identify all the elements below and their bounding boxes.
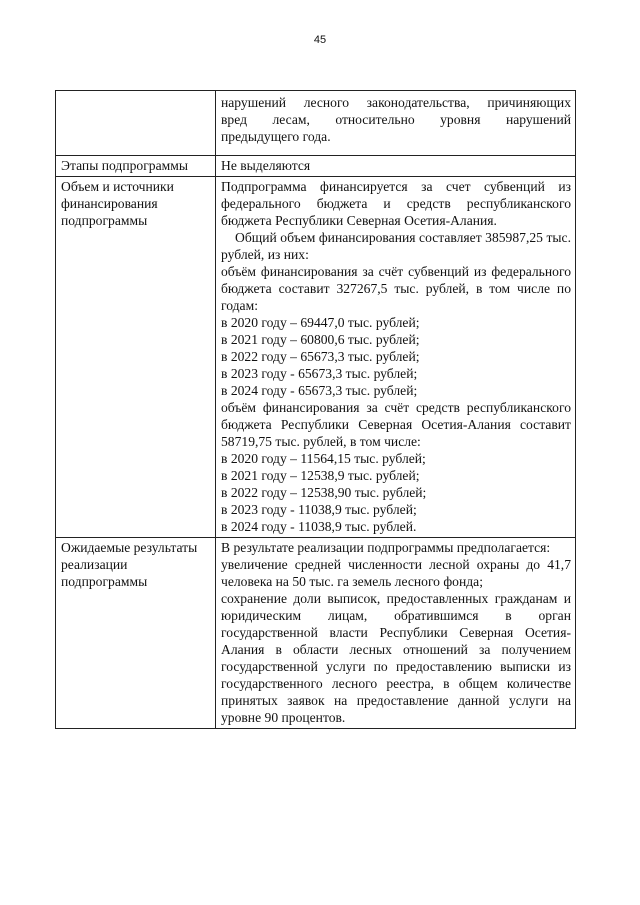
text-line: нарушений лесного законодательства, причиняющих xyxy=(221,95,571,110)
row-label-empty xyxy=(56,91,216,156)
text-line: предыдущего года. xyxy=(221,129,331,144)
row-label-financing: Объем и источники финансирования подпрограммы xyxy=(56,177,216,538)
republican-year-item: в 2024 году - 11038,9 тыс. рублей. xyxy=(221,519,417,534)
results-forest-guard-paragraph: увеличение средней численности лесной охраны до 41,7 человека на 50 тыс. га земель лесного фонда; xyxy=(221,557,571,589)
table-row-stages xyxy=(56,156,576,177)
table-row-financing xyxy=(56,177,576,538)
financing-total-paragraph: Общий объем финансирования составляет 385987,25 тыс. рублей, из них: xyxy=(221,230,571,262)
financing-sources-paragraph: Подпрограмма финансируется за счет субвенций из федерального бюджета и средств республиканского бюджета Республики Северная Осетия-Алания. xyxy=(221,179,571,228)
subprogram-passport-table xyxy=(55,90,576,729)
results-intro-paragraph: В результате реализации подпрограммы предполагается: xyxy=(221,540,551,555)
federal-year-item: в 2022 году – 65673,3 тыс. рублей; xyxy=(221,349,420,364)
republican-year-item: в 2023 году - 11038,9 тыс. рублей; xyxy=(221,502,417,517)
row-label-stages: Этапы подпрограммы xyxy=(56,156,216,177)
row-value-financing xyxy=(216,177,576,538)
row-value-stages: Не выделяются xyxy=(216,156,576,177)
republican-financing-paragraph: объём финансирования за счёт средств республиканского бюджета Республики Северная Осетия-Алания составит 58719,75 тыс. рублей, в том числе: xyxy=(221,400,571,449)
row-value-violations xyxy=(216,91,576,156)
republican-year-item: в 2020 году – 11564,15 тыс. рублей; xyxy=(221,451,426,466)
row-label-expected-results: Ожидаемые результаты реализации подпрограммы xyxy=(56,538,216,729)
federal-year-item: в 2020 году – 69447,0 тыс. рублей; xyxy=(221,315,420,330)
table-row-violations-continuation xyxy=(56,91,576,156)
row-value-expected-results xyxy=(216,538,576,729)
federal-year-item: в 2023 году - 65673,3 тыс. рублей; xyxy=(221,366,418,381)
republican-year-item: в 2021 году – 12538,9 тыс. рублей; xyxy=(221,468,420,483)
federal-year-item: в 2021 году – 60800,6 тыс. рублей; xyxy=(221,332,420,347)
results-extracts-paragraph: сохранение доли выписок, предоставленных гражданам и юридическим лицам, обратившимся в орган государственной власти Республики Северная Осетия-Алания в области лесных отношений за получением государственной услуги по предоставлению выписки из государственного лесного реестра, в общем количестве принятых заявок на предоставление данной услуги на уровне 90 процентов. xyxy=(221,591,571,725)
table-row-expected-results xyxy=(56,538,576,729)
federal-financing-paragraph: объём финансирования за счёт субвенций из федерального бюджета составит 327267,5 тыс. рублей, в том числе по годам: xyxy=(221,264,571,313)
republican-year-item: в 2022 году – 12538,90 тыс. рублей; xyxy=(221,485,427,500)
text-line: вред лесам, относительно уровня нарушений xyxy=(221,112,571,127)
federal-year-item: в 2024 году - 65673,3 тыс. рублей; xyxy=(221,383,418,398)
page-number: 45 xyxy=(313,34,327,46)
